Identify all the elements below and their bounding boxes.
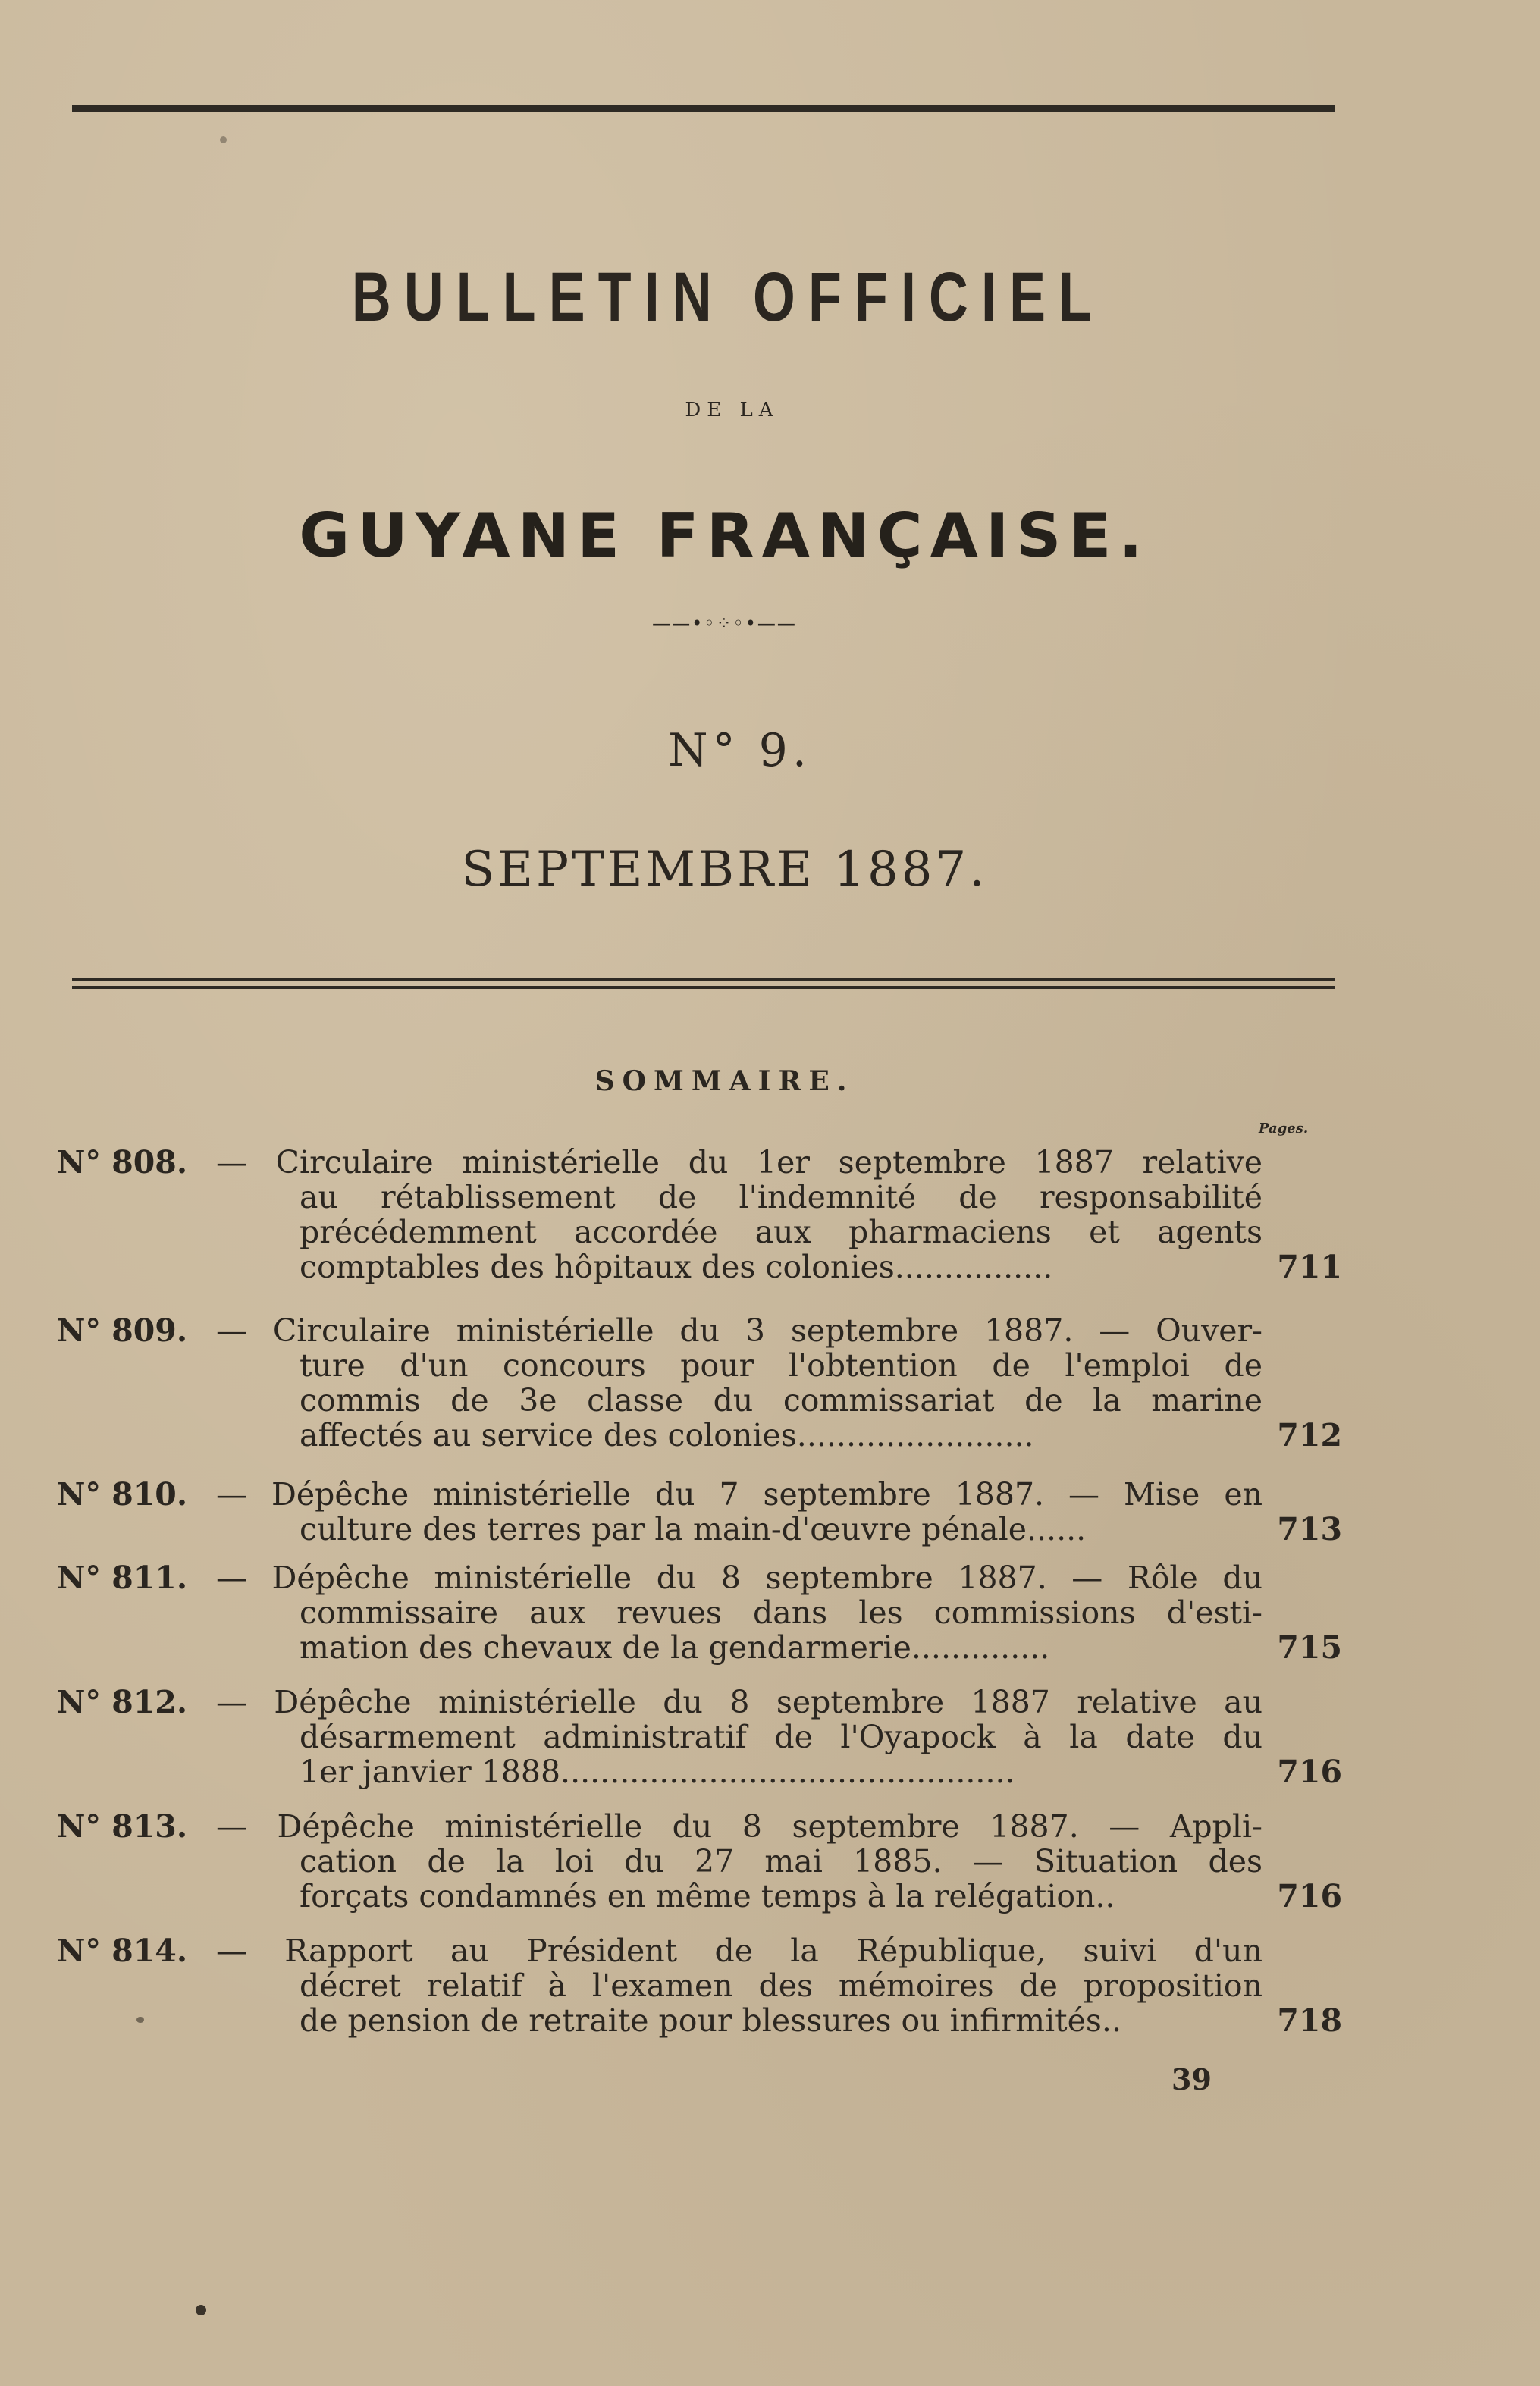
toc-entry-line: — Dépêche ministérielle du 8 septembre 1887. — Rôle du bbox=[216, 1560, 1262, 1596]
colony-name: GUYANE FRANÇAISE. bbox=[299, 500, 1150, 571]
toc-entry-text bbox=[216, 1560, 1262, 1665]
toc-entry-page: 716 bbox=[1277, 1754, 1342, 1790]
ornament-divider: ——•◦⁘◦•—— bbox=[652, 613, 797, 634]
toc-entry-number: N° 810. bbox=[57, 1476, 188, 1513]
toc-entry-line: ture d'un concours pour l'obtention de l'emploi de bbox=[300, 1347, 1262, 1384]
ink-speck bbox=[136, 2017, 144, 2023]
toc-entry-line: — Rapport au Président de la République, suivi d'un bbox=[216, 1933, 1262, 1969]
toc-entry-text bbox=[216, 1809, 1262, 1914]
toc-entry-page: 716 bbox=[1277, 1878, 1342, 1914]
toc-entry-number: N° 809. bbox=[57, 1312, 188, 1349]
ink-speck bbox=[220, 136, 227, 143]
toc-entry-page: 712 bbox=[1277, 1417, 1342, 1453]
toc-entry-line: au rétablissement de l'indemnité de responsabilité bbox=[300, 1179, 1262, 1215]
toc-entry-text bbox=[216, 1477, 1262, 1547]
toc-entry-line: mation des chevaux de la gendarmerie.............. bbox=[300, 1629, 1050, 1666]
toc-entry-line: désarmement administratif de l'Oyapock à la date du bbox=[300, 1719, 1262, 1755]
bulletin-title: BULLETIN OFFICIEL bbox=[351, 259, 1106, 336]
toc-entry-line: comptables des hôpitaux des colonies................ bbox=[300, 1249, 1053, 1285]
toc-entry-line: — Dépêche ministérielle du 8 septembre 1887. — Appli- bbox=[216, 1808, 1262, 1845]
toc-entry-text bbox=[216, 1145, 1262, 1284]
toc-entry-line: 1er janvier 1888.............................................. bbox=[300, 1754, 1015, 1790]
section-rule-lower bbox=[72, 986, 1335, 989]
toc-entry-page: 713 bbox=[1277, 1511, 1342, 1547]
toc-entry-line: — Circulaire ministérielle du 1er septembre 1887 relative bbox=[216, 1144, 1262, 1180]
toc-entry-line: cation de la loi du 27 mai 1885. — Situation des bbox=[300, 1843, 1262, 1880]
toc-heading: SOMMAIRE. bbox=[594, 1065, 855, 1097]
toc-entry-number: N° 814. bbox=[57, 1933, 188, 1969]
toc-entry-line: forçats condamnés en même temps à la relégation.. bbox=[300, 1878, 1115, 1914]
toc-entry-line: précédemment accordée aux pharmaciens et agents bbox=[300, 1214, 1262, 1250]
issue-number: N° 9. bbox=[668, 724, 811, 777]
issue-date: SEPTEMBRE 1887. bbox=[461, 842, 988, 898]
page-folio: 39 bbox=[1171, 2062, 1212, 2096]
toc-entry-page: 718 bbox=[1277, 2002, 1342, 2039]
toc-entry-page: 711 bbox=[1277, 1249, 1342, 1285]
toc-entry-number: N° 808. bbox=[57, 1144, 188, 1180]
toc-entry-text bbox=[216, 1313, 1262, 1453]
toc-entry-line: — Dépêche ministérielle du 8 septembre 1887 relative au bbox=[216, 1684, 1262, 1720]
top-rule bbox=[72, 105, 1335, 112]
toc-entry-line: culture des terres par la main-d'œuvre pénale...... bbox=[300, 1511, 1087, 1547]
toc-entry-text bbox=[216, 1933, 1262, 2038]
toc-entry-page: 715 bbox=[1277, 1629, 1342, 1666]
toc-entry-line: — Circulaire ministérielle du 3 septembre 1887. — Ouver- bbox=[216, 1312, 1262, 1349]
toc-entry-line: commis de 3e classe du commissariat de la marine bbox=[300, 1382, 1262, 1419]
toc-entry-line: commissaire aux revues dans les commissions d'esti- bbox=[300, 1594, 1262, 1631]
toc-entry-line: — Dépêche ministérielle du 7 septembre 1887. — Mise en bbox=[216, 1476, 1262, 1513]
ink-speck bbox=[196, 2305, 206, 2315]
toc-entry-number: N° 811. bbox=[57, 1560, 188, 1596]
toc-entry-text bbox=[216, 1685, 1262, 1789]
toc-entry-line: de pension de retraite pour blessures ou infirmités.. bbox=[300, 2002, 1121, 2039]
toc-entry-line: décret relatif à l'examen des mémoires de proposition bbox=[300, 1967, 1262, 2004]
section-rule-upper bbox=[72, 978, 1335, 981]
bulletin-subtitle: DE LA bbox=[685, 399, 779, 422]
pages-column-label: Pages. bbox=[1259, 1121, 1309, 1137]
toc-entry-line: affectés au service des colonies........................ bbox=[300, 1417, 1034, 1453]
toc-entry-number: N° 813. bbox=[57, 1808, 188, 1845]
toc-entry-number: N° 812. bbox=[57, 1684, 188, 1720]
